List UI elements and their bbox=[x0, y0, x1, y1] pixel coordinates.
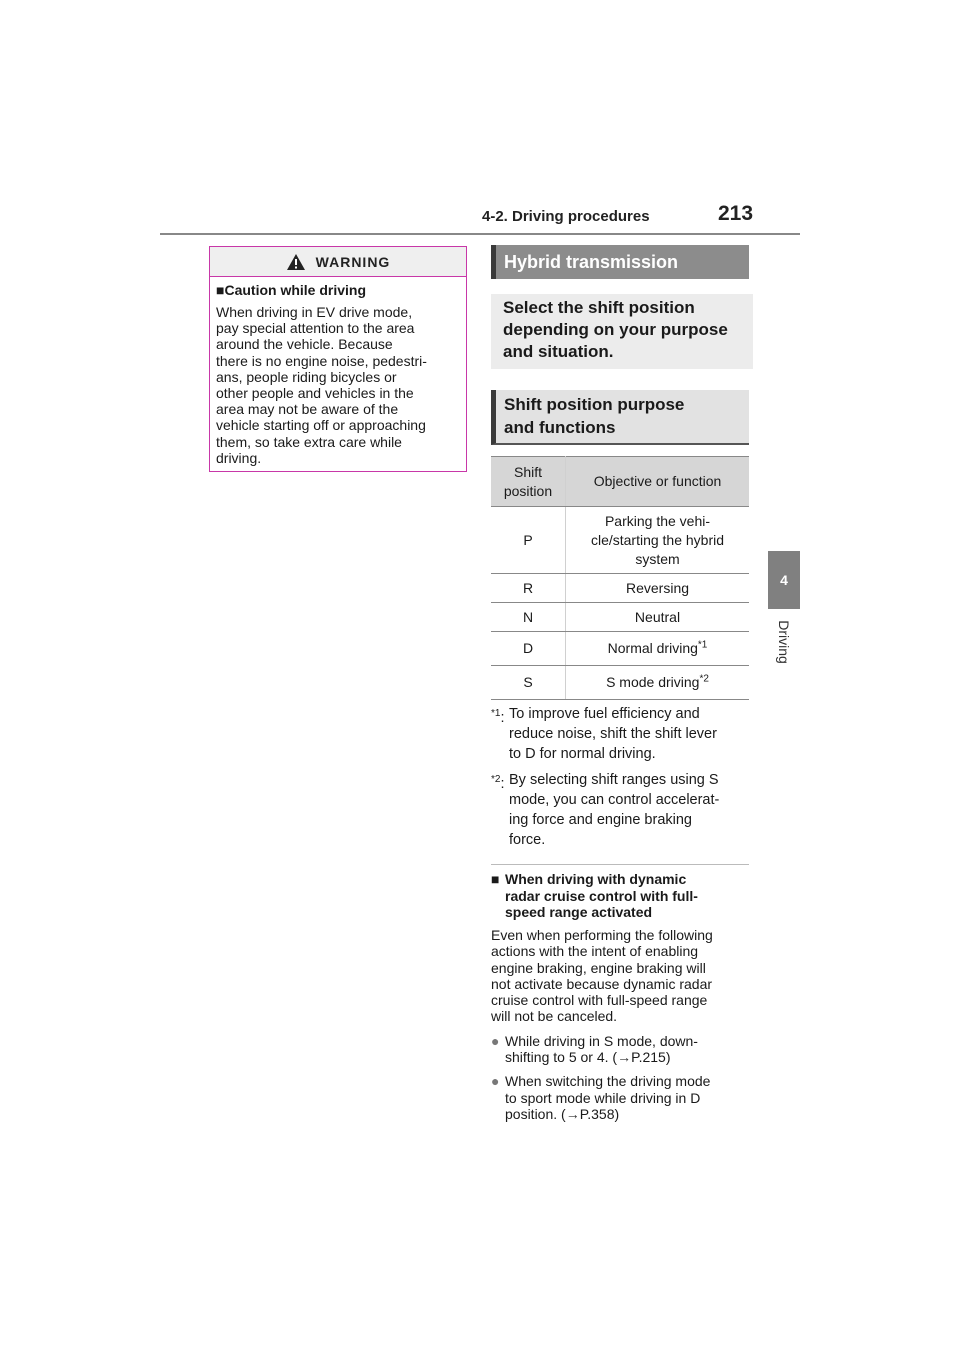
table-header-objective: Objective or function bbox=[566, 457, 750, 507]
list-item-line: position. (→P.358) bbox=[505, 1105, 620, 1122]
intro-text-line: depending on your purpose bbox=[503, 320, 728, 339]
intro-text-line: and situation. bbox=[503, 342, 614, 361]
shift-position-cell: D bbox=[491, 632, 566, 666]
function-cell bbox=[566, 507, 750, 574]
note-body-line: not activate because dynamic radar bbox=[491, 975, 713, 992]
table-row bbox=[491, 507, 749, 574]
function-cell bbox=[566, 666, 750, 700]
bullet-dot-icon: ● bbox=[491, 1032, 500, 1049]
warning-text-line: there is no engine noise, pedestri- bbox=[216, 352, 427, 369]
table-header-line: Shift bbox=[513, 463, 542, 480]
sub-heading bbox=[491, 390, 749, 445]
note-title bbox=[491, 871, 749, 921]
note-title-line: When driving with dynamic bbox=[505, 871, 687, 887]
sub-heading-line: and functions bbox=[504, 418, 616, 437]
page-reference-link[interactable]: P.358) bbox=[579, 1105, 620, 1122]
function-cell-line: Normal driving$^{*1}$ bbox=[607, 639, 708, 656]
footnote-ref: *1 bbox=[697, 639, 708, 651]
shift-position-table bbox=[491, 456, 749, 700]
list-item bbox=[491, 1033, 749, 1066]
table-header-row bbox=[491, 457, 749, 507]
footnote-line: to D for normal driving. bbox=[509, 746, 656, 762]
warning-box bbox=[209, 246, 467, 472]
footnote-line: By selecting shift ranges using S bbox=[509, 772, 719, 788]
warning-text bbox=[216, 304, 460, 466]
table-row bbox=[491, 632, 749, 666]
header-divider bbox=[160, 233, 800, 235]
chapter-number-tab[interactable]: 4 bbox=[768, 551, 800, 609]
note-body-line: will not be canceled. bbox=[491, 1008, 618, 1025]
bullet-dot-icon: ● bbox=[491, 1073, 500, 1090]
warning-triangle-icon bbox=[286, 253, 306, 271]
footnote-mark: $^{*1}$: bbox=[491, 708, 505, 726]
square-bullet-icon: ■ bbox=[216, 282, 225, 298]
shift-position-cell: R bbox=[491, 574, 566, 603]
note-body bbox=[491, 927, 749, 1122]
function-cell-line: Reversing bbox=[625, 579, 690, 596]
note-paragraph bbox=[491, 927, 749, 1025]
footnote-ref: *2 bbox=[699, 673, 709, 685]
footnote bbox=[491, 704, 749, 764]
warning-header bbox=[210, 247, 466, 277]
note-body-line: cruise control with full-speed range bbox=[491, 992, 708, 1009]
page-reference-link[interactable]: P.215) bbox=[631, 1049, 671, 1066]
page-number: 213 bbox=[718, 202, 754, 225]
footnote-line: force. bbox=[509, 832, 546, 848]
note-divider bbox=[491, 864, 749, 865]
warning-text-line: When driving in EV drive mode, bbox=[216, 304, 413, 320]
warning-text-line: area may not be aware of the bbox=[216, 401, 399, 418]
warning-text-line: them, so take extra care while bbox=[216, 433, 402, 450]
function-cell-line: system bbox=[635, 550, 680, 567]
warning-text-line: driving. bbox=[216, 449, 262, 466]
footnote-text bbox=[509, 770, 749, 850]
footnote-line: To improve fuel efficiency and bbox=[509, 706, 700, 722]
footnote-mark: $^{*2}$: bbox=[491, 774, 505, 792]
note-body-line: Even when performing the following bbox=[491, 927, 713, 943]
list-item-line: While driving in S mode, down- bbox=[505, 1032, 698, 1049]
shift-position-cell: P bbox=[491, 507, 566, 574]
table-row bbox=[491, 666, 749, 700]
section-heading: Hybrid transmission bbox=[491, 245, 749, 279]
list-item-line: When switching the driving mode bbox=[505, 1073, 711, 1090]
arrow-right-icon: → bbox=[617, 1049, 632, 1066]
footnote-line: mode, you can control accelerat- bbox=[509, 792, 720, 808]
note-body-line: engine braking, engine braking will bbox=[491, 959, 706, 976]
function-cell-line: cle/starting the hybrid bbox=[590, 531, 725, 548]
warning-text-line: vehicle starting off or approaching bbox=[216, 417, 426, 434]
note-title-line: radar cruise control with full- bbox=[505, 887, 698, 904]
footnotes bbox=[491, 704, 749, 856]
function-cell bbox=[566, 632, 750, 666]
table-row bbox=[491, 574, 749, 603]
footnote-line: reduce noise, shift the shift lever bbox=[509, 726, 717, 742]
footnote bbox=[491, 770, 749, 850]
square-bullet-icon: ■ bbox=[491, 871, 500, 887]
warning-title-text: Caution while driving bbox=[224, 282, 367, 298]
footnote-line: ing force and engine braking bbox=[509, 812, 692, 828]
note-title-text bbox=[505, 871, 698, 921]
chapter-name bbox=[768, 612, 800, 672]
warning-text-line: other people and vehicles in the bbox=[216, 385, 414, 402]
warning-text-line: ans, people riding bicycles or bbox=[216, 368, 397, 385]
function-cell-line: Neutral bbox=[634, 608, 681, 625]
arrow-right-icon: → bbox=[565, 1105, 580, 1122]
warning-label: WARNING bbox=[315, 253, 391, 270]
intro-box bbox=[491, 294, 753, 369]
function-cell-line: Parking the vehi- bbox=[604, 512, 711, 529]
list-item-text bbox=[505, 1073, 710, 1122]
function-cell bbox=[566, 574, 750, 603]
warning-text-line: pay special attention to the area bbox=[216, 320, 415, 337]
warning-title bbox=[216, 282, 460, 298]
table-header-line: position bbox=[503, 482, 553, 499]
section-title: 4-2. Driving procedures bbox=[482, 208, 650, 225]
sub-heading-line: Shift position purpose bbox=[504, 395, 685, 414]
shift-position-cell: N bbox=[491, 603, 566, 632]
list-item bbox=[491, 1073, 749, 1122]
function-cell-line: S mode driving$^{*2}$ bbox=[606, 673, 709, 690]
footnote-text bbox=[509, 704, 749, 764]
list-item-line: to sport mode while driving in D bbox=[505, 1089, 701, 1106]
shift-position-cell: S bbox=[491, 666, 566, 700]
intro-text-line: Select the shift position bbox=[503, 298, 695, 317]
list-item-line: shifting to 5 or 4. (→P.215) bbox=[505, 1049, 671, 1066]
note-title-line: speed range activated bbox=[505, 904, 653, 920]
function-cell bbox=[566, 603, 750, 632]
table-header-shift-position bbox=[491, 457, 566, 507]
note-body-line: actions with the intent of enabling bbox=[491, 943, 699, 960]
list-item-text bbox=[505, 1033, 698, 1066]
note-bullet-list bbox=[491, 1033, 749, 1122]
table-row bbox=[491, 603, 749, 632]
warning-body bbox=[210, 277, 466, 466]
chapter-name-label: Driving bbox=[776, 620, 793, 664]
warning-text-line: around the vehicle. Because bbox=[216, 336, 393, 353]
